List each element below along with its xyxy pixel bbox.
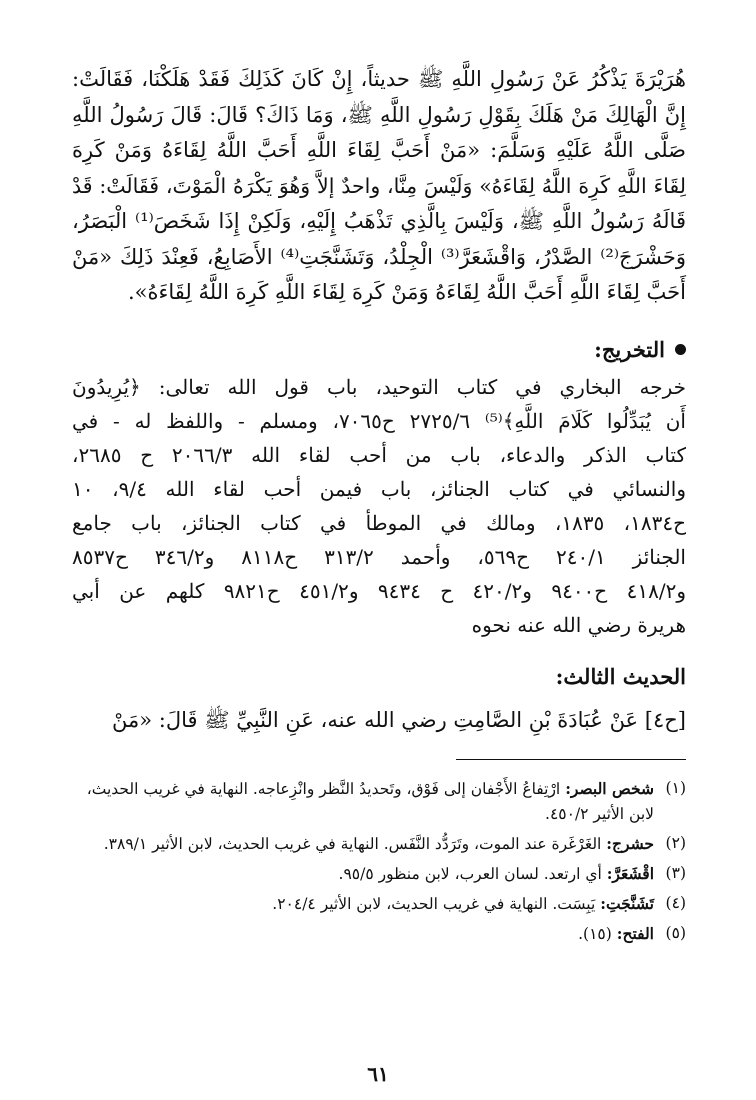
text-line: الجنائز ٢٤٠/١ ح٥٦٩، وأحمد ٣١٣/٢ ح٨١١٨ و٣٤٦/٢ ح٨٥٣٧: [72, 544, 686, 569]
footnotes: [72, 776, 686, 947]
footnote-term: اقْشَعَرَّ:: [606, 863, 654, 883]
footnote-number: (١): [665, 778, 686, 797]
text-line: والنسائي في كتاب الجنائز، باب فيمن أحب لقاء الله ٩/٤، ١٠: [72, 476, 687, 501]
footnote: [72, 776, 686, 827]
text-line: قَالَهُ رَسُولُ اللَّهِ ﷺ، وَلَيْسَ بِالَّذِي تَذْهَبُ إِلَيْهِ، وَلَكِنْ إِذَا شَخَصَ⁽¹⁾ الْبَصَرُ،: [72, 209, 686, 233]
takhrij-text: [72, 370, 686, 642]
footnote-term: حشرج:: [606, 833, 654, 853]
text-line: هريرة رضي الله عنه نحوه: [471, 612, 686, 637]
text-line: وَحَشْرَجَ⁽²⁾ الصَّدْرُ، وَاقْشَعَرَّ⁽³⁾ الْجِلْدُ، وَتَشَنَّجَتِ⁽⁴⁾ الأَصَابِعُ، فَعِنْدَ ذَلِكَ «مَنْ: [72, 244, 686, 269]
footnote-text: ارْتِفاعُ الأَجْفان إلى فَوْق، وتَحديدُ النَّظر وانْزِعاجه. النهاية في غريب الحديث، لابن الأثير ٤٥٠/٢.: [86, 779, 654, 823]
footnote-number: (٣): [665, 863, 686, 882]
footnote-text: يَبِسَت. النهاية في غريب الحديث، لابن الأثير ٢٠٤/٤.: [272, 894, 596, 913]
takhrij-heading: [72, 337, 686, 362]
footnote: [72, 861, 686, 887]
text-line: كتاب الذكر والدعاء، باب من أحب لقاء الله ٢٠٦٦/٣ ح ٢٦٨٥،: [72, 442, 686, 467]
text-line: لِقَاءَ اللَّهِ كَرِهَ اللَّهُ لِقَاءَهُ» وَلَيْسَ مِنَّا، واحدٌ إلاَّ وَهُوَ يَكْرَهُ الْمَوْتَ، فَقَالَتْ: قَدْ: [72, 173, 686, 198]
page-number: ٦١: [367, 1062, 389, 1086]
text-line: ح١٨٣٤، ١٨٣٥، ومالك في الموطأ في كتاب الجنائز، باب جامع: [72, 510, 687, 535]
footnote-term: الفتح:: [616, 923, 654, 943]
footnote-body: [72, 861, 654, 887]
footnote-term: تَشَنَّجَتِ:: [600, 893, 654, 913]
footnote: [72, 921, 686, 947]
footnote-text: (١٥).: [578, 924, 612, 943]
text-line: أَحَبَّ لِقَاءَ اللَّهِ أَحَبَّ اللَّهُ لِقَاءَهُ وَمَنْ كَرِهَ لِقَاءَ اللَّهِ كَرِهَ اللَّهُ لِقَاءَهُ».: [127, 280, 686, 304]
footnote-body: [72, 891, 654, 917]
footnote-number: (٢): [665, 833, 686, 852]
hadith-main-text: [72, 62, 686, 311]
text-line: صَلَّى اللَّهُ عَلَيْهِ وَسَلَّمَ: «مَنْ أَحَبَّ لِقَاءَ اللَّهِ أَحَبَّ اللَّهُ لِقَاءَهُ وَمَنْ كَرِهَ: [72, 138, 686, 162]
footnote-body: [72, 921, 654, 947]
footnote-divider: [456, 759, 686, 760]
footnote-term: شخص البصر:: [565, 778, 654, 798]
footnote: [72, 891, 686, 917]
footnote-body: [72, 776, 654, 827]
text-line: أَن يُبَدِّلُوا كَلَامَ اللَّهِ﴾⁽⁵⁾ ٢٧٢٥/٦ ح٧٠٦٥، ومسلم - واللفظ له - في: [72, 408, 686, 433]
footnote-text: الغَرْغَرة عند الموت، وتَرَدُّد النَّفَس. النهاية في غريب الحديث، لابن الأثير ٣٨٩/١.: [103, 834, 602, 853]
footnote-number: (٤): [665, 893, 686, 912]
text-line: و٤١٨/٢ ح٩٤٠٠ و٤٢٠/٢ ح ٩٤٣٤ و٤٥١/٢ ح٩٨٢١ كلهم عن أبي: [72, 578, 686, 603]
takhrij-heading-label: التخريج:: [594, 336, 665, 362]
third-hadith-heading: الحديث الثالث:: [555, 663, 686, 689]
bullet-icon: [675, 344, 686, 355]
footnote-body: [72, 831, 654, 857]
footnote: [72, 831, 686, 857]
text-line: خرجه البخاري في كتاب التوحيد، باب قول الله تعالى: ﴿يُرِيدُونَ: [72, 374, 686, 399]
text-line: هُرَيْرَةَ يَذْكُرُ عَنْ رَسُولِ اللَّهِ ﷺ حديثاً، إِنْ كَانَ كَذَلِكَ فَقَدْ هَلَكْنَا، فَقَالَتْ:: [72, 67, 686, 91]
third-hadith-line: [ح٤] عَنْ عُبَادَةَ بْنِ الصَّامِتِ رضي الله عنه، عَنِ النَّبِيِّ ﷺ قَالَ: «مَنْ: [112, 707, 686, 732]
footnote-text: أي ارتعد. لسان العرب، لابن منظور ٩٥/٥.: [338, 864, 602, 883]
text-line: إِنَّ الْهَالِكَ مَنْ هَلَكَ بِقَوْلِ رَسُولِ اللَّهِ ﷺ، وَمَا ذَاكَ؟ قَالَ: قَالَ رَسُولُ اللَّهِ: [72, 102, 686, 127]
book-page: [72, 62, 686, 1060]
footnote-number: (٥): [665, 923, 686, 942]
